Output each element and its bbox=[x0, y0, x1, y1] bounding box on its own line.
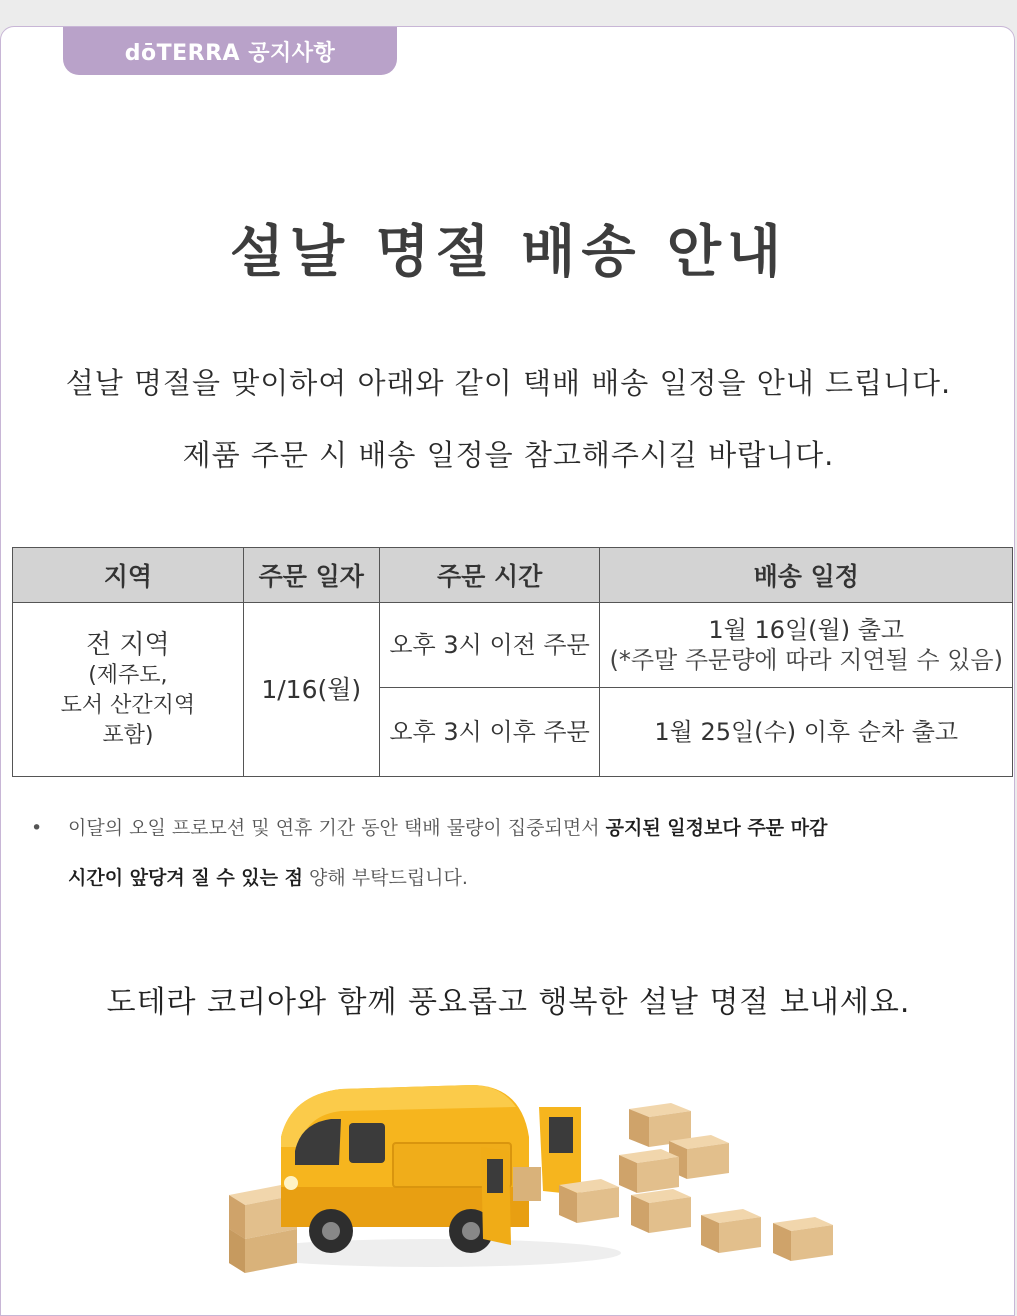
bullet-bold-1: 공지된 일정보다 주문 마감 bbox=[605, 817, 828, 839]
schedule-cell bbox=[600, 603, 1013, 688]
page-title bbox=[212, 217, 805, 289]
bullet-text-2: 양해 부탁드립니다. bbox=[302, 867, 468, 889]
ground-shadow bbox=[241, 1239, 621, 1267]
bullet-text-1: 이달의 오일 프로모션 및 연휴 기간 동안 택배 물량이 집중되면서 bbox=[68, 817, 606, 839]
bullet-line-1 bbox=[68, 803, 827, 853]
notice-tag: dōTERRA 공지사항 bbox=[63, 27, 397, 75]
page-title-text: 설날 명절 배송 안내 bbox=[229, 220, 788, 285]
header-region: 지역 bbox=[13, 548, 244, 603]
header-order-date: 주문 일자 bbox=[243, 548, 379, 603]
intro-line-1: 설날 명절을 맞이하여 아래와 같이 택배 배송 일정을 안내 드립니다. bbox=[65, 366, 952, 400]
table-row bbox=[13, 603, 1013, 688]
title-wrap bbox=[1, 217, 1016, 289]
region-sub-3: 포함) bbox=[102, 722, 154, 748]
region-sub-2: 도서 산간지역 bbox=[60, 692, 196, 718]
schedule-table bbox=[12, 547, 1013, 777]
order-time-cell: 오후 3시 이전 주문 bbox=[379, 603, 600, 688]
table-header-row bbox=[13, 548, 1013, 603]
order-date-cell: 1/16(월) bbox=[243, 603, 379, 777]
delivery-van-illustration bbox=[221, 1067, 841, 1277]
region-sub-1: (제주도, bbox=[88, 662, 168, 688]
notice-card bbox=[0, 26, 1015, 1316]
header-delivery-schedule: 배송 일정 bbox=[600, 548, 1013, 603]
bullet-bold-2: 시간이 앞당겨 질 수 있는 점 bbox=[68, 867, 303, 889]
order-time-cell: 오후 3시 이후 주문 bbox=[379, 688, 600, 777]
delivery-van bbox=[281, 1085, 581, 1253]
header-order-time: 주문 시간 bbox=[379, 548, 600, 603]
closing-message: 도테라 코리아와 함께 풍요롭고 행복한 설날 명절 보내세요. bbox=[106, 985, 911, 1020]
bullet-dot: • bbox=[31, 817, 43, 839]
region-cell bbox=[13, 603, 244, 777]
schedule-cell: 1월 25일(수) 이후 순차 출고 bbox=[600, 688, 1013, 777]
schedule-text: 1월 16일(월) 출고 bbox=[708, 616, 905, 644]
intro-line-2: 제품 주문 시 배송 일정을 참고해주시길 바랍니다. bbox=[182, 438, 835, 472]
region-main: 전 지역 bbox=[86, 629, 170, 660]
bullet-line-2 bbox=[68, 853, 468, 903]
schedule-note: (*주말 주문량에 따라 지연될 수 있음) bbox=[609, 646, 1003, 674]
box-pile-right bbox=[559, 1103, 833, 1261]
